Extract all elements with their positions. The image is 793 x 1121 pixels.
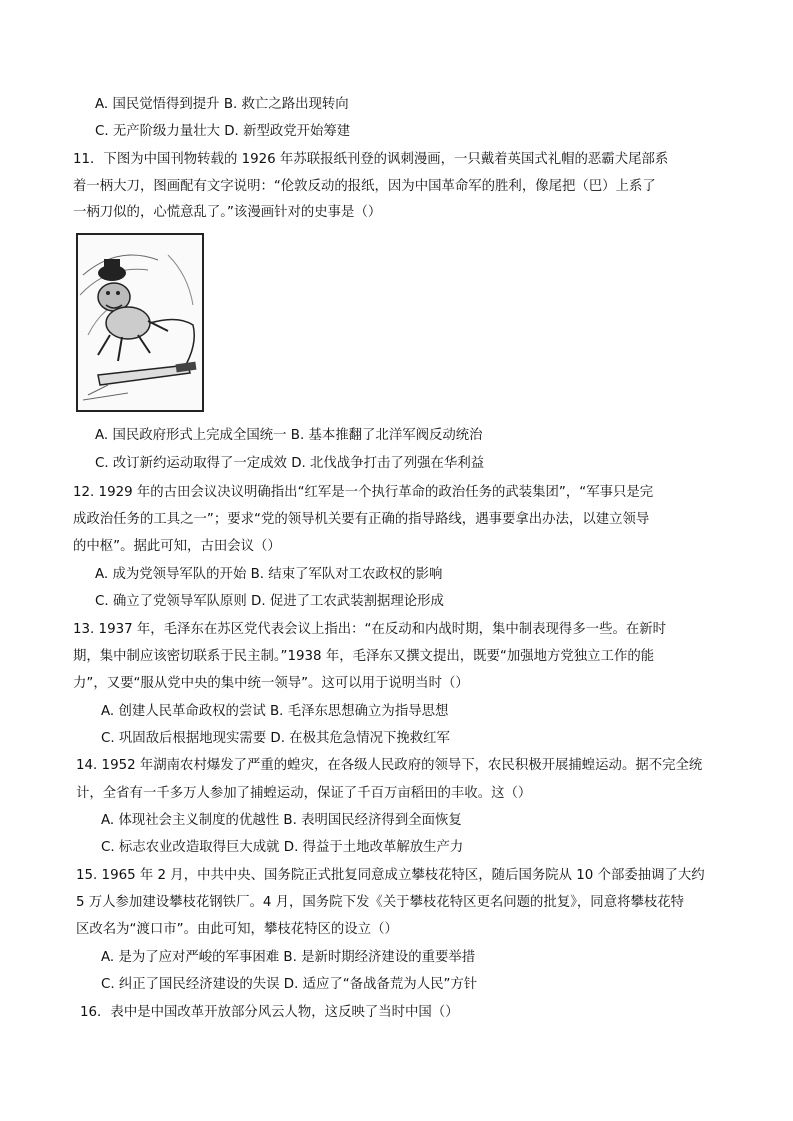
q11-stem-line-3: 一柄刀似的，心慌意乱了。”该漫画针对的史事是（） — [73, 205, 382, 220]
q12-stem-line-3: 的中枢”。据此可知，古田会议（） — [73, 539, 281, 554]
cartoon-drawing — [78, 235, 202, 410]
q14-stem-line-1: 14. 1952 年湖南农村爆发了严重的蝗灾，在各级人民政府的领导下，农民积极开展捕蝗运动。据不完全统 — [76, 758, 703, 773]
q15-stem-line-3: 区改名为“渡口市”。由此可知，攀枝花特区的设立（） — [76, 922, 398, 937]
q10-options-ab: A. 国民觉悟得到提升 B. 救亡之路出现转向 — [95, 97, 349, 112]
q12-stem-line-1: 12. 1929 年的古田会议决议明确指出“红军是一个执行革命的政治任务的武装集团”，“军事只是完 — [73, 485, 654, 500]
q15-options-ab: A. 是为了应对严峻的军事困难 B. 是新时期经济建设的重要举措 — [101, 950, 476, 965]
q10-options-cd: C. 无产阶级力量壮大 D. 新型政党开始筹建 — [95, 124, 351, 139]
q15-stem-line-1: 15. 1965 年 2 月，中共中央、国务院正式批复同意成立攀枝花特区，随后国务院从 10 个部委抽调了大约 — [76, 868, 705, 883]
q12-options-ab: A. 成为党领导军队的开始 B. 结束了军队对工农政权的影响 — [95, 567, 443, 582]
q11-stem-line-1: 11．下图为中国刊物转载的 1926 年苏联报纸刊登的讽刺漫画，一只戴着英国式礼帽的恶霸犬尾部系 — [73, 152, 669, 167]
q15-options-cd: C. 纠正了国民经济建设的失误 D. 适应了“备战备荒为人民”方针 — [101, 977, 478, 992]
q13-options-ab: A. 创建人民革命政权的尝试 B. 毛泽东思想确立为指导思想 — [101, 704, 449, 719]
q13-options-cd: C. 巩固敌后根据地现实需要 D. 在极其危急情况下挽救红军 — [101, 731, 450, 746]
q15-stem-line-2: 5 万人参加建设攀枝花钢铁厂。4 月，国务院下发《关于攀枝花特区更名问题的批复》，同意将攀枝花特 — [76, 895, 685, 910]
q11-stem-line-2: 着一柄大刀，图画配有文字说明：“伦敦反动的报纸，因为中国革命军的胜利，像尾把（巴）上系了 — [73, 179, 656, 194]
q13-stem-line-2: 期，集中制应该密切联系于民主制。”1938 年，毛泽东又撰文提出，既要“加强地方党独立工作的能 — [73, 649, 655, 664]
q16-stem-line-1: 16．表中是中国改革开放部分风云人物，这反映了当时中国（） — [80, 1005, 459, 1020]
q12-options-cd: C. 确立了党领导军队原则 D. 促进了工农武装割据理论形成 — [95, 594, 444, 609]
q11-options-ab: A. 国民政府形式上完成全国统一 B. 基本推翻了北洋军阀反动统治 — [95, 428, 483, 443]
q14-options-ab: A. 体现社会主义制度的优越性 B. 表明国民经济得到全面恢复 — [101, 813, 462, 828]
q12-stem-line-2: 成政治任务的工具之一”；要求“党的领导机关要有正确的指导路线，遇事要拿出办法，以建立领导 — [73, 512, 650, 527]
satirical-cartoon-image — [76, 233, 204, 412]
q14-options-cd: C. 标志农业改造取得巨大成就 D. 得益于土地改革解放生产力 — [101, 840, 464, 855]
q11-options-cd: C. 改订新约运动取得了一定成效 D. 北伐战争打击了列强在华利益 — [95, 456, 485, 471]
q13-stem-line-3: 力”，又要“服从党中央的集中统一领导”。这可以用于说明当时（） — [73, 676, 469, 691]
q13-stem-line-1: 13. 1937 年，毛泽东在苏区党代表会议上指出：“在反动和内战时期，集中制表现得多一些。在新时 — [73, 622, 667, 637]
q14-stem-line-2: 计，全省有一千多万人参加了捕蝗运动，保证了千百万亩稻田的丰收。这（） — [76, 786, 532, 801]
